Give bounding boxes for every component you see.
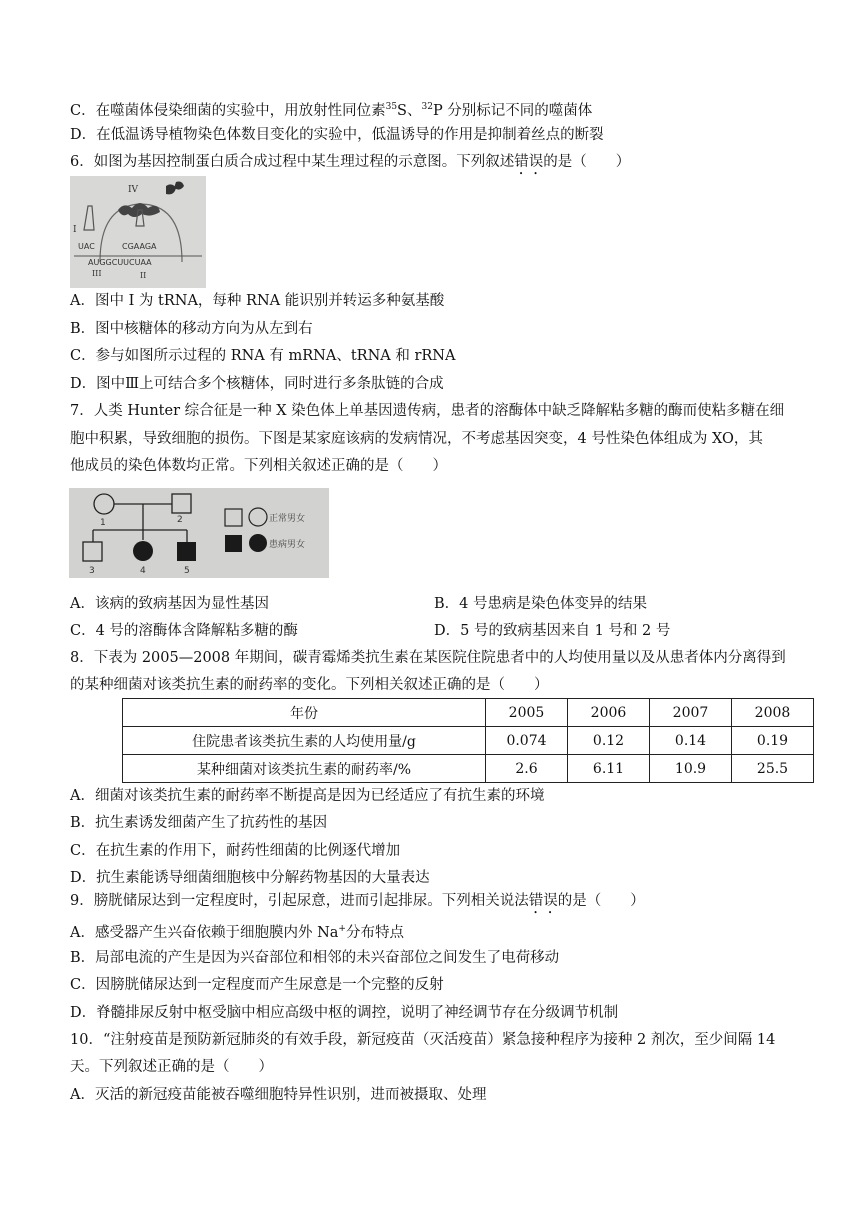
- table-header-cell: 2006: [568, 699, 650, 727]
- table-cell: 住院患者该类抗生素的人均使用量/g: [123, 727, 486, 755]
- label-anticodon: UAC: [78, 242, 95, 251]
- table-row: [123, 727, 814, 755]
- table-cell: 0.14: [650, 727, 732, 755]
- q10-stem-line1: 10．“注射疫苗是预防新冠肺炎的有效手段，新冠疫苗（灭活疫苗）紧急接种程序为接种 2 剂次，至少间隔 14: [70, 1032, 776, 1048]
- q7-option-b: B．4 号患病是染色体变异的结果: [434, 596, 647, 612]
- legend-normal-label: 正常男女: [269, 514, 306, 524]
- q8-stem-line2: 的某种细菌对该类抗生素的耐药率的变化。下列相关叙述正确的是（ ）: [70, 677, 549, 693]
- q7-option-a: A．该病的致病基因为显性基因: [70, 596, 269, 612]
- q10-option-a: A．灭活的新冠疫苗能被吞噬细胞特异性识别，进而被摄取、处理: [70, 1087, 487, 1103]
- label-ii: II: [140, 271, 147, 280]
- legend-affected-male: [225, 535, 242, 552]
- id-2: 2: [177, 515, 183, 525]
- q9-option-b: B．局部电流的产生是因为兴奋部位和相邻的未兴奋部位之间发生了电荷移动: [70, 950, 560, 966]
- q10-stem-line2: 天。下列叙述正确的是（ ）: [70, 1059, 273, 1075]
- table-cell: 0.12: [568, 727, 650, 755]
- label-i: I: [73, 225, 77, 235]
- q6-stem: 6．如图为基因控制蛋白质合成过程中某生理过程的示意图。下列叙述错误的是（ ）: [70, 154, 631, 170]
- q6-option-b: B．图中核糖体的移动方向为从左到右: [70, 321, 313, 337]
- label-iv: IV: [128, 185, 139, 195]
- ribosome-diagram: [70, 176, 206, 288]
- q7-pedigree-figure: [69, 488, 329, 578]
- q6-translation-figure: [70, 176, 206, 288]
- table-cell: 0.074: [486, 727, 568, 755]
- q8-option-a: A．细菌对该类抗生素的耐药率不断提高是因为已经适应了有抗生素的环境: [70, 788, 545, 804]
- table-cell: 0.19: [732, 727, 814, 755]
- table-cell: 6.11: [568, 755, 650, 783]
- legend-affected-female: [249, 534, 267, 552]
- label-mrna-seq: AUGGCUUCUAA: [88, 258, 152, 267]
- individual-4: [133, 541, 153, 561]
- id-5: 5: [184, 566, 190, 576]
- table-header-cell: 2007: [650, 699, 732, 727]
- table-cell: 10.9: [650, 755, 732, 783]
- label-codons: CGAAGA: [122, 242, 157, 251]
- individual-5: [177, 542, 196, 561]
- q9-option-a: A．感受器产生兴奋依赖于细胞膜内外 Na+分布特点: [70, 924, 404, 941]
- q8-data-table: [122, 698, 814, 783]
- q7-option-c: C．4 号的溶酶体含降解粘多糖的酶: [70, 623, 298, 639]
- q8-option-c: C．在抗生素的作用下，耐药性细菌的比例逐代增加: [70, 843, 401, 859]
- pedigree-chart: [69, 488, 329, 578]
- legend-affected-label: 患病男女: [269, 540, 306, 550]
- q7-stem-line1: 7．人类 Hunter 综合征是一种 X 染色体上单基因遗传病，患者的溶酶体中缺乏降解粘多糖的酶而使粘多糖在细: [70, 403, 785, 419]
- q8-stem-line1: 8．下表为 2005—2008 年期间，碳青霉烯类抗生素在某医院住院患者中的人均使用量以及从患者体内分离得到: [70, 650, 786, 666]
- q7-stem-line2: 胞中积累，导致细胞的损伤。下图是某家庭该病的发病情况，不考虑基因突变，4 号性染色体组成为 XO，其: [70, 431, 763, 447]
- q9-stem: 9．膀胱储尿达到一定程度时，引起尿意，进而引起排尿。下列相关说法错误的是（ ）: [70, 893, 645, 909]
- q7-option-d: D．5 号的致病基因来自 1 号和 2 号: [434, 623, 671, 639]
- q6-option-c: C．参与如图所示过程的 RNA 有 mRNA、tRNA 和 rRNA: [70, 348, 456, 364]
- id-1: 1: [100, 518, 106, 528]
- table-cell: 2.6: [486, 755, 568, 783]
- q9-option-d: D．脊髓排尿反射中枢受脑中相应高级中枢的调控，说明了神经调节存在分级调节机制: [70, 1005, 619, 1021]
- q6-option-d: D．图中Ⅲ上可结合多个核糖体，同时进行多条肽链的合成: [70, 376, 444, 392]
- table-header-cell: 年份: [123, 699, 486, 727]
- q8-option-d: D．抗生素能诱导细菌细胞核中分解药物基因的大量表达: [70, 870, 430, 886]
- q8-option-b: B．抗生素诱发细菌产生了抗药性的基因: [70, 815, 328, 831]
- table-header-cell: 2008: [732, 699, 814, 727]
- id-4: 4: [140, 566, 146, 576]
- label-iii: III: [92, 269, 102, 278]
- q5-option-d: D．在低温诱导植物染色体数目变化的实验中，低温诱导的作用是抑制着丝点的断裂: [70, 127, 604, 143]
- table-header-row: [123, 699, 814, 727]
- q7-stem-line3: 他成员的染色体数均正常。下列相关叙述正确的是（ ）: [70, 458, 447, 474]
- q6-option-a: A．图中 I 为 tRNA，每种 RNA 能识别并转运多种氨基酸: [70, 293, 445, 309]
- q5-option-c: C．在噬菌体侵染细菌的实验中，用放射性同位素$^{35}$S、$^{32}$P 分别标记不同的噬菌体: [70, 102, 593, 119]
- id-3: 3: [89, 566, 95, 576]
- table-header-cell: 2005: [486, 699, 568, 727]
- table-row: [123, 755, 814, 783]
- table-cell: 25.5: [732, 755, 814, 783]
- q9-option-c: C．因膀胱储尿达到一定程度而产生尿意是一个完整的反射: [70, 977, 444, 993]
- table-cell: 某种细菌对该类抗生素的耐药率/%: [123, 755, 486, 783]
